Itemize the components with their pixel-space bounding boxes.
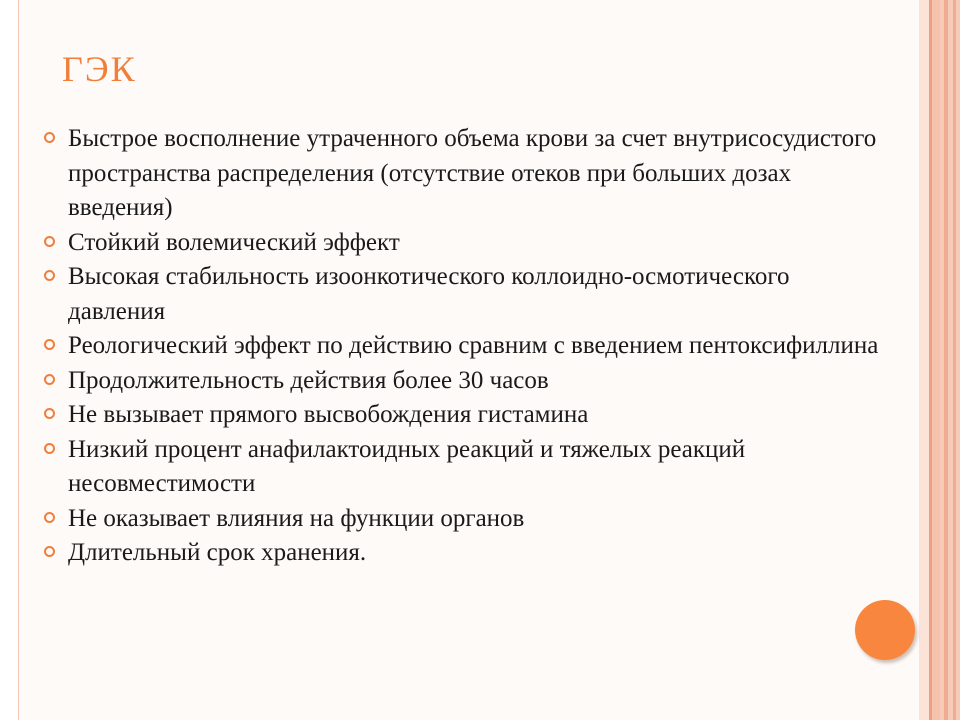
bullet-circle-icon (44, 374, 55, 385)
bullet-circle-icon (44, 132, 55, 143)
bullet-item (44, 329, 884, 364)
bullet-circle-icon (44, 339, 55, 350)
bullet-circle-icon (44, 236, 55, 247)
bullet-text: Низкий процент анафилактоидных реакций и тяжелых реакций несовместимости (68, 435, 746, 497)
decor-stripe (944, 0, 948, 720)
bullet-text: Высокая стабильность изоонкотического коллоидно-осмотического давления (68, 263, 790, 325)
slide-title: ГЭК (62, 49, 137, 89)
bullet-text: Реологический эффект по действию сравним с введением пентоксифиллина (68, 332, 879, 359)
decor-stripe (953, 0, 956, 720)
decor-stripe (940, 0, 960, 720)
bullet-item (44, 433, 884, 502)
bullet-item (44, 502, 884, 537)
decor-stripe (919, 0, 929, 720)
bullet-text: Быстрое восполнение утраченного объема крови за счет внутрисосудистого пространства распределения (отсутствие отеков при больших дозах введения) (68, 125, 877, 221)
bullet-text: Длительный срок хранения. (68, 539, 367, 566)
bullet-item (44, 364, 884, 399)
bullet-item (44, 260, 884, 329)
bullet-circle-icon (44, 546, 55, 557)
decor-stripe (932, 0, 940, 720)
bullet-text: Не оказывает влияния на функции органов (68, 504, 525, 532)
bullet-circle-icon (44, 512, 55, 523)
bullet-item (44, 226, 884, 261)
bullet-item (44, 536, 884, 571)
bullet-circle-icon (44, 443, 55, 454)
bullet-text: Продолжительность действия более 30 часов (68, 366, 549, 394)
bullet-list (44, 122, 884, 571)
bullet-circle-icon (44, 408, 55, 419)
bullet-text: Стойкий волемический эффект (68, 228, 400, 256)
bullet-circle-icon (44, 270, 55, 281)
bullet-item (44, 122, 884, 226)
bullet-text: Не вызывает прямого высвобождения гистамина (68, 401, 589, 428)
bullet-item (44, 398, 884, 433)
decorative-circle (855, 600, 915, 660)
